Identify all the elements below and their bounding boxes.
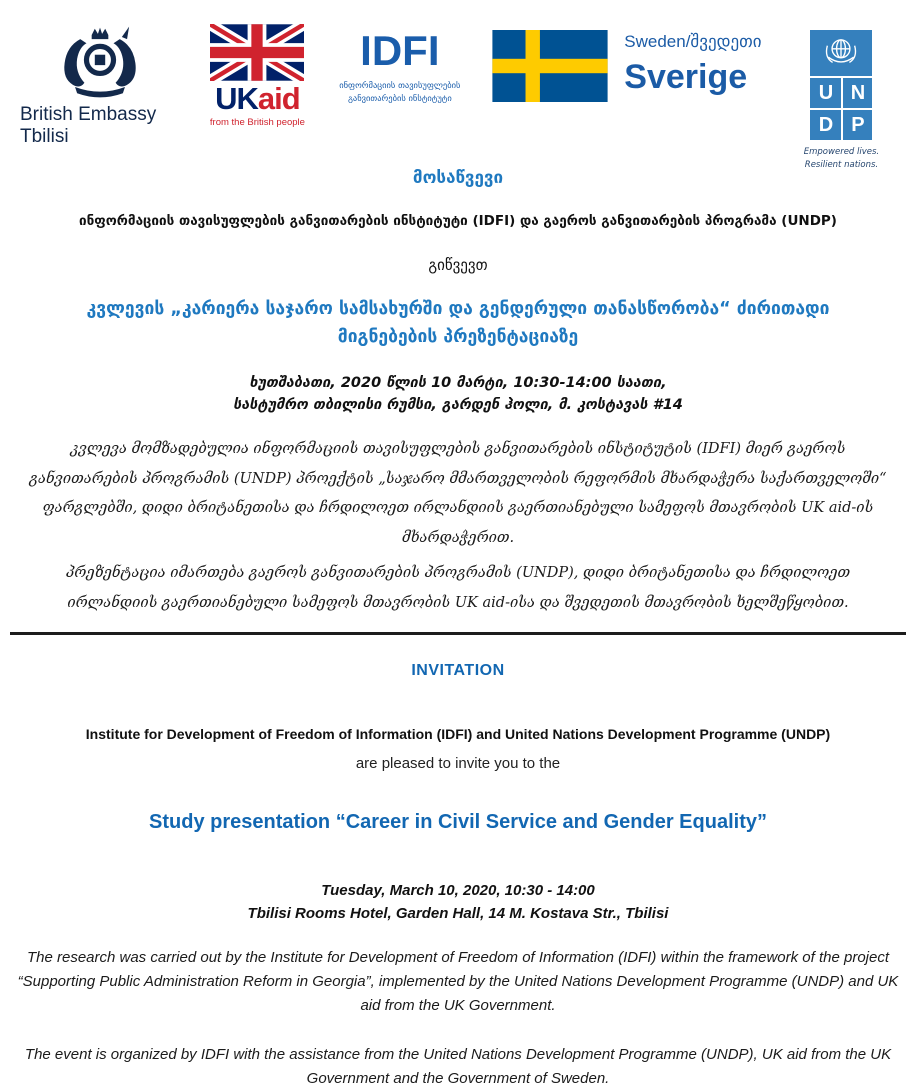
ukaid-aid-text: aid — [257, 81, 300, 116]
sweden-flag-icon — [492, 30, 608, 102]
royal-crest-icon — [48, 24, 152, 100]
english-date-line: Tuesday, March 10, 2020, 10:30 - 14:00 — [321, 882, 595, 900]
english-venue-line: Tbilisi Rooms Hotel, Garden Hall, 14 M. Kostava Str., Tbilisi — [247, 904, 669, 922]
undp-tagline — [804, 146, 879, 172]
georgian-title: მოსაწვევი — [412, 168, 504, 188]
undp-logo-box — [810, 30, 872, 140]
english-event-title: Study presentation “Career in Civil Service and Gender Equality” — [149, 811, 767, 834]
idfi-wordmark: IDFI — [360, 27, 440, 74]
ukaid-wordmark — [215, 83, 300, 114]
undp-letter-p: P — [841, 108, 872, 140]
georgian-date-line: ხუთშაბათი, 2020 წლის 10 მარტი, 10:30-14:00 საათი, — [249, 375, 667, 391]
undp-tagline-line1: Empowered lives. — [803, 147, 880, 157]
union-jack-icon — [210, 24, 304, 81]
english-title: INVITATION — [411, 662, 505, 680]
ukaid-tagline: from the British people — [209, 117, 305, 128]
sverige-wordmark: Sverige — [624, 58, 748, 96]
english-invite-line: are pleased to invite you to the — [355, 755, 561, 773]
british-embassy-logo — [20, 24, 180, 148]
undp-logo — [789, 24, 894, 172]
undp-letter-u: U — [818, 82, 834, 104]
georgian-paragraph-support: პრეზენტაცია იმართება გაეროს განვითარების პროგრამის (UNDP), დიდი ბრიტანეთისა და ჩრდილოეთ ირლანდიის გაერთიანებული სამეფოს მთავრობის UK aid-ისა და შვედეთის მთავრობის ხელშეწყობით. — [65, 564, 851, 611]
georgian-invite-line: გიწვევთ — [428, 256, 488, 274]
sweden-logo — [492, 24, 761, 102]
georgian-organizers: ინფორმაციის თავისუფლების განვითარების ინსტიტუტი (IDFI) და გაეროს განვითარების პროგრამა (UNDP) — [79, 213, 837, 229]
logo-row — [0, 0, 916, 170]
section-divider — [10, 632, 906, 635]
un-emblem-icon — [810, 30, 872, 76]
sweden-bilingual-label: Sweden/შვედეთი — [624, 32, 762, 51]
idfi-subtitle — [339, 80, 460, 106]
georgian-paragraph-research: კვლევა მომზადებულია ინფორმაციის თავისუფლების განვითარების ინსტიტუტის (IDFI) მიერ გაეროს განვითარების პროგრამის (UNDP) პროექტის „საჯარო მმართველობის რეფორმის მხარდაჭერა საქართველოში“ ფარგლებში, დიდი ბრიტანეთისა და ჩრდილოეთ ირლანდიის გაერთიანებული სამეფოს მთავრობის UK aid-ის მხარდაჭერით. — [29, 440, 887, 547]
british-embassy-name — [20, 104, 156, 148]
british-embassy-line2: Tbilisi — [20, 125, 69, 147]
georgian-event-title: კვლევის „კარიერა საჯარო სამსახურში და გენდერული თანასწორობა“ ძირითადი მიგნებების პრეზენტაციაზე — [86, 299, 830, 347]
undp-letter-n: N — [841, 78, 872, 108]
idfi-subtitle-line2: განვითარების ინსტიტუტი — [347, 93, 452, 104]
english-organizers: Institute for Development of Freedom of Information (IDFI) and United Nations Development Programme (UNDP) — [85, 726, 831, 743]
undp-tagline-line2: Resilient nations. — [804, 159, 879, 170]
georgian-venue-line: სასტუმრო თბილისი რუმსი, გარდენ ჰოლი, მ. კოსტავას #14 — [233, 397, 683, 414]
undp-letter-d: D — [810, 108, 841, 140]
undp-letter-grid — [810, 76, 872, 140]
idfi-logo — [335, 24, 465, 106]
english-paragraph-organized: The event is organized by IDFI with the assistance from the United Nations Development Programme (UNDP), UK aid from the UK Government and the Government of Sweden. — [24, 1046, 892, 1088]
ukaid-uk-text: UK — [215, 81, 258, 116]
sweden-text — [624, 30, 761, 97]
english-paragraph-research: The research was carried out by the Institute for Development of Freedom of Information (IDFI) within the framework of the project “Supporting Public Administration Reform in Georgia”, implemented by the United Nations Development Programme (UNDP) and UK aid from the UK Government. — [17, 949, 899, 1015]
idfi-subtitle-line1: ინფორმაციის თავისუფლების — [339, 81, 461, 91]
british-embassy-line1: British Embassy — [20, 104, 157, 125]
georgian-date-venue — [0, 372, 916, 417]
english-date-venue — [0, 880, 916, 925]
uk-aid-logo — [207, 24, 307, 128]
